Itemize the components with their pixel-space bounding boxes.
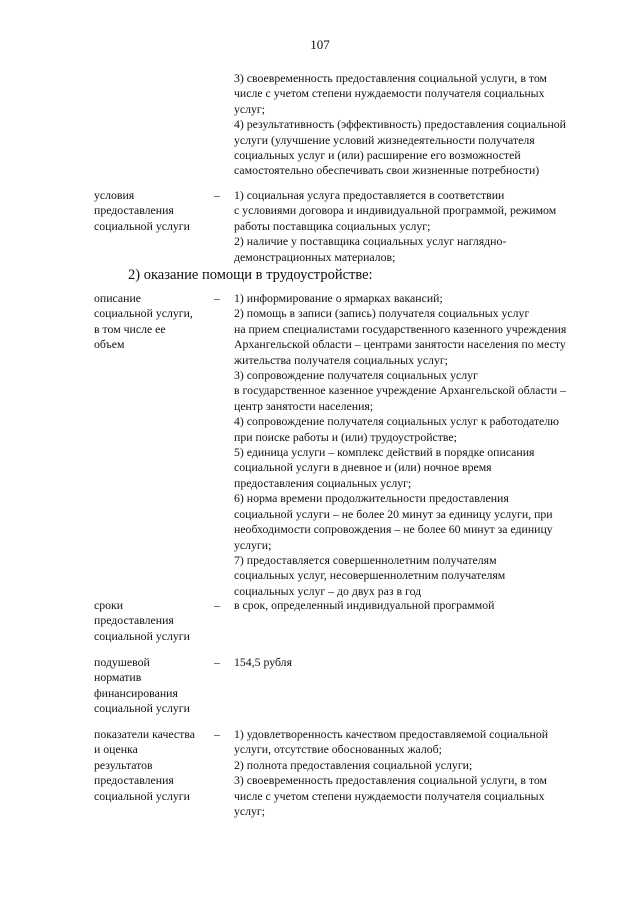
row-dash: – [214,655,220,669]
label-line: предоставления [94,203,174,218]
text-line: 6) норма времени продолжительности предоставления [234,491,509,506]
text-line: 154,5 рубля [234,655,292,669]
text-line: 4) сопровождение получателя социальных услуг к работодателю [234,414,559,429]
text-line: 7) предоставляется совершеннолетним получателям [234,552,497,567]
text-line: самостоятельно обеспечивать свои жизненные потребности) [234,163,540,178]
text-line: услуг; [234,101,266,116]
row-label [94,727,195,804]
label-line: норматив [94,670,142,685]
row-dash: – [214,727,220,741]
label-line: объем [94,337,125,352]
label-line: социальной услуги, [94,306,193,321]
text-line: 1) информирование о ярмарках вакансий; [234,291,443,305]
text-line: 1) удовлетворенность качеством предоставляемой социальной [234,727,549,741]
row-label [94,655,190,717]
row-dash: – [214,188,220,202]
text-line: демонстрационных материалов; [234,249,396,264]
text-line: 1) социальная услуга предоставляется в соответствии [234,188,505,202]
text-line: на прием специалистами государственного казенного учреждения [234,321,567,336]
text-line: 2) полнота предоставления социальной услуги; [234,757,473,772]
label-line: предоставления [94,773,174,788]
text-line: услуги (улучшение условий жизнедеятельности получателя [234,132,535,147]
row-content [234,727,548,819]
row-content [234,291,566,599]
section-heading: 2) оказание помощи в трудоустройстве: [128,267,373,283]
continuation-block [234,71,566,179]
text-line: центр занятости населения; [234,398,374,413]
label-line: описание [94,291,142,305]
text-line: числе с учетом степени нуждаемости получателя социальных [234,788,545,803]
text-line: 3) сопровождение получателя социальных услуг [234,368,478,383]
text-line: предоставления социальных услуг; [234,475,412,490]
label-line: социальной услуги [94,701,190,716]
row-label [94,598,190,644]
text-line: социальных услуг – до двух раз в год [234,583,422,598]
text-line: социальных услуг и (или) расширение его возможностей [234,148,521,163]
text-line: работы поставщика социальных услуг; [234,218,431,233]
text-line: необходимости сопровождения – не более 60 минут за единицу [234,522,553,537]
label-line: результатов [94,757,153,772]
label-line: показатели качества [94,727,195,741]
text-line: 3) своевременность предоставления социальной услуги, в том [234,71,547,85]
row-content [234,655,292,670]
text-line: 4) результативность (эффективность) предоставления социальной [234,117,566,132]
text-line: социальных услуг, несовершеннолетним получателям [234,568,506,583]
text-line: социальной услуги в дневное и (или) ночное время [234,460,492,475]
row-dash: – [214,291,220,305]
text-line: с условиями договора и индивидуальной программой, режимом [234,203,557,218]
text-line: услуг; [234,804,266,819]
label-line: предоставления [94,613,174,628]
text-line: жительства получателя социальных услуг; [234,352,448,367]
text-line: 2) помощь в записи (запись) получателя социальных услуг [234,306,530,321]
text-line: 3) своевременность предоставления социальной услуги, в том [234,773,547,788]
label-line: социальной услуги [94,218,190,233]
text-line: социальной услуги – не более 20 минут за единицу услуги, при [234,506,553,521]
text-line: услуги; [234,537,272,552]
label-line: финансирования [94,685,178,700]
row-content [234,598,494,613]
text-line: при поиске работы и (или) трудоустройстве; [234,429,457,444]
label-line: социальной услуги [94,628,190,643]
label-line: подушевой [94,655,150,669]
label-line: и оценка [94,742,138,757]
text-line: Архангельской области – центрами занятости населения по месту [234,337,566,352]
label-line: социальной услуги [94,788,190,803]
row-content [234,188,556,265]
label-line: условия [94,188,135,202]
text-line: в срок, определенный индивидуальной программой [234,598,495,612]
row-label [94,188,190,234]
label-line: сроки [94,598,124,612]
row-label [94,291,193,353]
page-number: 107 [310,37,330,52]
label-line: в том числе ее [94,321,166,336]
text-line: в государственное казенное учреждение Архангельской области – [234,383,567,398]
text-line: услуги, отсутствие обоснованных жалоб; [234,742,442,757]
text-line: 5) единица услуги – комплекс действий в порядке описания [234,445,535,460]
text-line: 2) наличие у поставщика социальных услуг наглядно- [234,234,507,249]
row-dash: – [214,598,220,612]
text-line: числе с учетом степени нуждаемости получателя социальных [234,86,545,101]
